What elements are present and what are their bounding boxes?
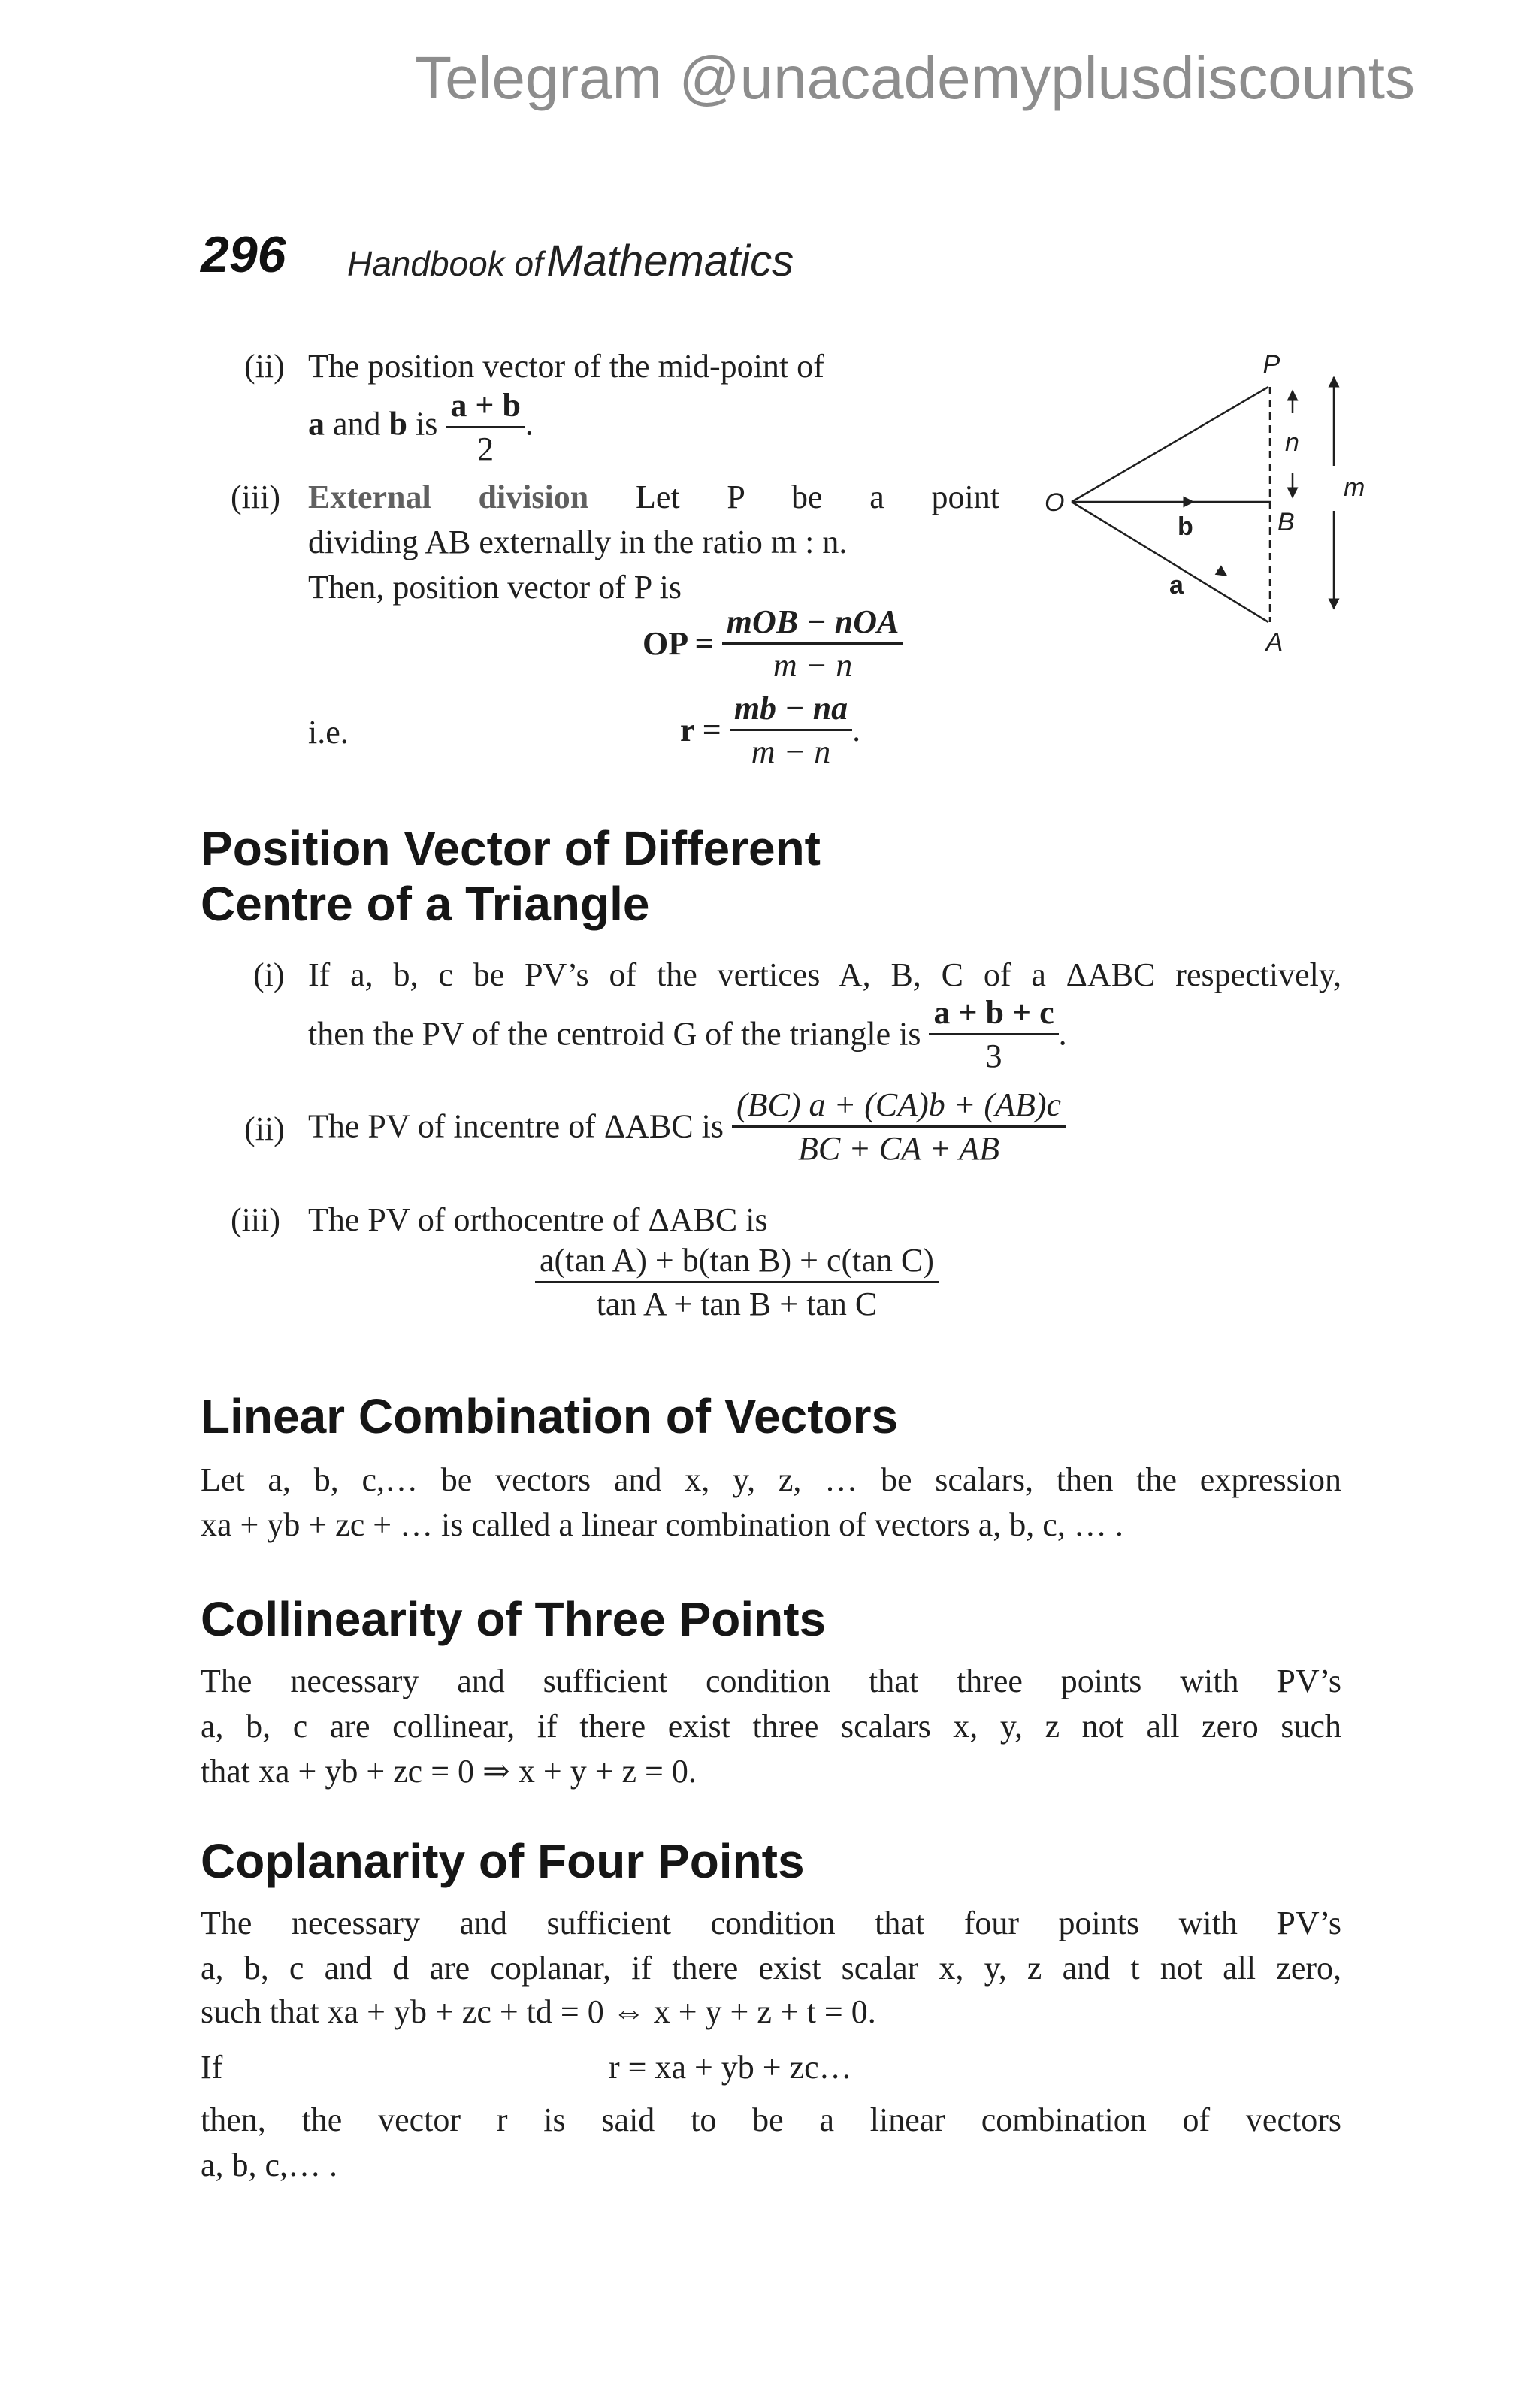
midpoint-text: The position vector of the mid-point of xyxy=(308,348,824,385)
collinear-line2: a, b, c are collinear, if there exist three scalars x, y, z not all zero such xyxy=(201,1708,1341,1745)
op-formula xyxy=(643,601,903,686)
vector-a: a xyxy=(308,405,325,443)
book-title-main: Mathematics xyxy=(546,237,794,286)
frac-den: BC + CA + AB xyxy=(797,1130,999,1167)
frac-num: (BC) a + (CA)b + (AB)c xyxy=(732,1084,1066,1128)
arrow-a xyxy=(1217,570,1226,576)
period: . xyxy=(1058,1015,1067,1053)
frac-num: mOB − nOA xyxy=(722,601,904,645)
label-n: n xyxy=(1285,428,1299,457)
linear-line2: xa + yb + zc + … is called a linear combination of vectors a, b, c, … . xyxy=(201,1506,1123,1543)
orthocentre-fraction xyxy=(535,1240,939,1325)
r-lhs: r = xyxy=(680,712,721,748)
label-b: B xyxy=(1277,508,1295,536)
coplanar-line3: such that xa + yb + zc + td = 0 ⇔ x + y + z + t = 0. xyxy=(201,1993,876,2030)
book-title-prefix: Handbook of xyxy=(347,244,543,283)
vector-b: b xyxy=(389,405,408,443)
heading-centres-line1: Position Vector of Different xyxy=(201,821,821,875)
external-division-line3: Then, position vector of P is xyxy=(308,569,682,606)
external-division-diagram xyxy=(1030,338,1375,669)
then-line1: then, the vector r is said to be a linear combination of vectors xyxy=(201,2101,1341,2138)
frac-den: 2 xyxy=(477,431,494,467)
watermark: Telegram @unacademyplusdiscounts xyxy=(415,44,1415,111)
line-op xyxy=(1072,387,1268,502)
external-division-rest: Let P be a point xyxy=(636,479,1000,515)
if-label: If xyxy=(201,2049,223,2086)
collinear-line1: The necessary and sufficient condition that three points with PV’s xyxy=(201,1663,1341,1699)
centroid-fraction xyxy=(929,992,1058,1077)
page-number: 296 xyxy=(201,226,286,283)
frac-num: a + b + c xyxy=(929,992,1058,1035)
item-label: (iii) xyxy=(231,479,280,515)
frac-den: m − n xyxy=(751,733,831,770)
item-label: (i) xyxy=(253,956,285,993)
heading-linear-combination: Linear Combination of Vectors xyxy=(201,1389,899,1443)
external-division-title: External division xyxy=(308,479,589,515)
centroid-text: then the PV of the centroid G of the triangle is xyxy=(308,1015,921,1053)
frac-den: m − n xyxy=(773,647,853,684)
midpoint-formula xyxy=(308,385,534,470)
centroid-line2 xyxy=(308,992,1067,1077)
incentre-text: The PV of incentre of ΔABC is xyxy=(308,1107,724,1145)
label-m: m xyxy=(1344,473,1365,502)
ie-label: i.e. xyxy=(308,714,349,751)
centroid-line1: If a, b, c be PV’s of the vertices A, B, C of a ΔABC respectively, xyxy=(308,956,1341,993)
linear-line1: Let a, b, c,… be vectors and x, y, z, … be scalars, then the expression xyxy=(201,1461,1341,1498)
coplanar-line2: a, b, c and d are coplanar, if there exist scalar x, y, z and t not all zero, xyxy=(201,1950,1341,1987)
frac-num: mb − na xyxy=(730,687,852,731)
orthocentre-text: The PV of orthocentre of ΔABC is xyxy=(308,1201,768,1238)
item-label: (ii) xyxy=(244,348,285,385)
item-label: (iii) xyxy=(231,1201,280,1238)
text-is: is xyxy=(407,405,446,443)
incentre-fraction xyxy=(732,1084,1066,1169)
frac-den: 3 xyxy=(985,1038,1002,1074)
text-and: and xyxy=(325,405,389,443)
period: . xyxy=(525,405,534,443)
op-fraction xyxy=(722,601,904,686)
frac-num: a(tan A) + b(tan B) + c(tan C) xyxy=(535,1240,939,1283)
frac-num: a + b xyxy=(446,385,525,428)
book-title xyxy=(347,236,794,286)
label-vector-b: b xyxy=(1178,512,1193,541)
midpoint-fraction xyxy=(446,385,525,470)
frac-den: tan A + tan B + tan C xyxy=(596,1286,878,1322)
collinear-line3: that xa + yb + zc = 0 ⇒ x + y + z = 0. xyxy=(201,1753,697,1790)
incentre-line xyxy=(308,1084,1066,1169)
label-o: O xyxy=(1045,488,1065,517)
item-label: (ii) xyxy=(244,1110,285,1147)
external-division-line2: dividing AB externally in the ratio m : n. xyxy=(308,524,848,560)
heading-centres-line2: Centre of a Triangle xyxy=(201,877,650,931)
heading-collinearity: Collinearity of Three Points xyxy=(201,1592,827,1646)
line-oa xyxy=(1072,502,1268,622)
then-line2: a, b, c,… . xyxy=(201,2147,338,2183)
op-lhs: OP = xyxy=(643,625,714,662)
label-p: P xyxy=(1262,350,1280,379)
label-vector-a: a xyxy=(1169,571,1184,600)
r-formula xyxy=(680,687,860,772)
label-a: A xyxy=(1265,628,1284,657)
orthocentre-formula xyxy=(535,1240,939,1325)
r-fraction xyxy=(730,687,852,772)
heading-coplanarity: Coplanarity of Four Points xyxy=(201,1834,805,1888)
if-equation: r = xa + yb + zc… xyxy=(609,2049,852,2086)
period: . xyxy=(852,712,861,748)
external-division-line1 xyxy=(308,475,999,520)
coplanar-line1: The necessary and sufficient condition that four points with PV’s xyxy=(201,1905,1341,1941)
